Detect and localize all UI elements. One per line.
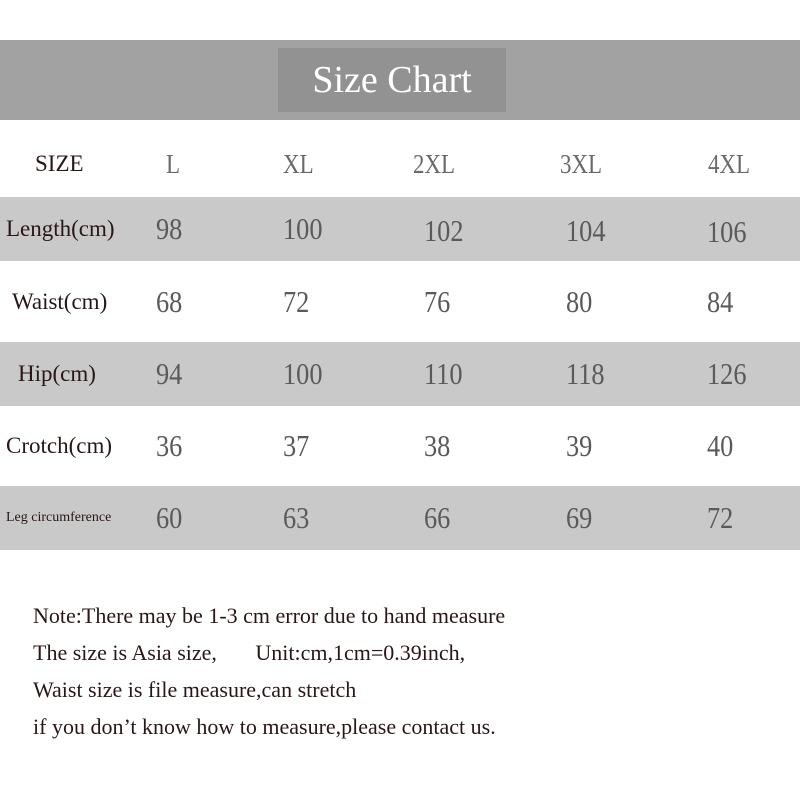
note-line: The size is Asia size, Unit:cm,1cm=0.39inch, [33,640,466,665]
row-value: 106 [707,214,747,249]
row-value: 38 [424,428,451,463]
table-header-row [0,132,800,196]
size-header: L [166,148,181,179]
header-label: SIZE [35,151,84,176]
table-row [0,414,800,478]
row-value: 94 [156,356,183,391]
row-value: 37 [283,428,310,463]
table-row [0,197,800,261]
note-line: if you don’t know how to measure,please contact us. [33,714,496,739]
row-value: 104 [566,213,606,248]
row-value: 40 [707,428,734,463]
row-value: 72 [283,284,310,319]
row-value: 126 [707,356,747,391]
table-row [0,486,800,550]
row-value: 63 [283,500,310,535]
row-value: 110 [424,356,463,391]
row-label: Length(cm) [6,216,115,241]
row-value: 118 [566,356,605,391]
row-value: 100 [283,211,323,246]
row-label: Hip(cm) [18,361,96,386]
size-header: XL [283,148,314,179]
row-value: 69 [566,500,593,535]
row-value: 72 [707,500,734,535]
note-line: Waist size is file measure,can stretch [33,677,357,702]
row-label: Waist(cm) [12,289,108,314]
table-row [0,270,800,334]
row-label: Crotch(cm) [6,433,113,458]
row-value: 39 [566,428,593,463]
table-row [0,342,800,406]
row-value: 84 [707,284,734,319]
page-title: Size Chart [278,48,506,112]
size-header: 2XL [413,148,456,179]
note-line: Note:There may be 1-3 cm error due to hand measure [33,603,506,628]
size-header: 4XL [708,148,751,179]
row-label: Leg circumference [6,510,112,525]
row-value: 68 [156,284,183,319]
row-value: 102 [424,213,464,248]
row-value: 76 [424,284,451,319]
row-value: 98 [156,211,183,246]
row-value: 80 [566,284,593,319]
size-header: 3XL [560,148,603,179]
row-value: 60 [156,500,183,535]
row-value: 66 [424,500,451,535]
row-value: 36 [156,428,183,463]
notes [33,597,505,745]
row-value: 100 [283,356,323,391]
